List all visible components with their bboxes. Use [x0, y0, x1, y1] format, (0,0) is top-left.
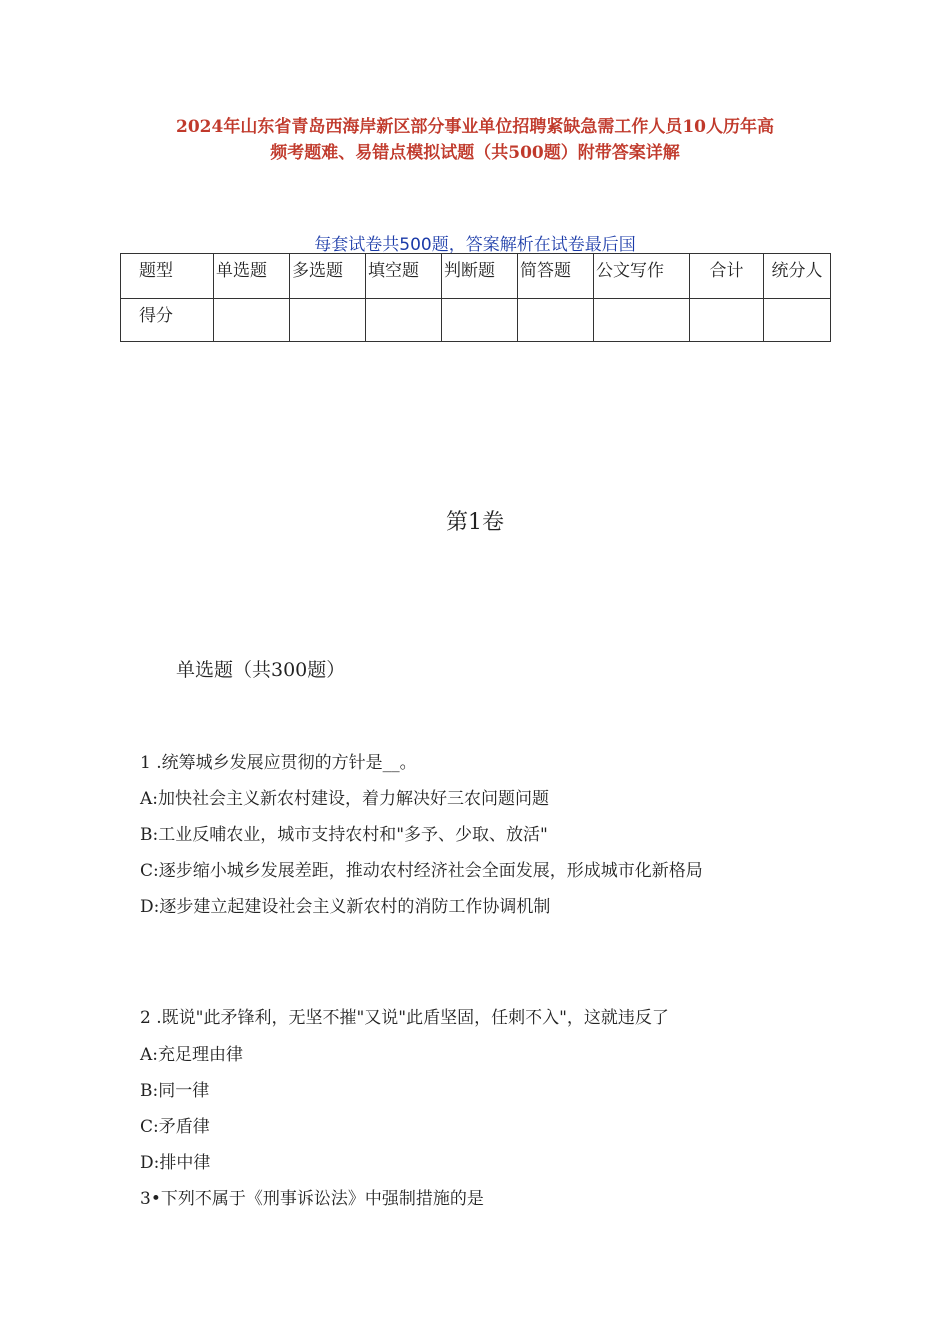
header-cell-scorer: 统分人 — [764, 254, 831, 299]
header-cell-fill: 填空题 — [366, 254, 442, 299]
question-1-option-b: B:工业反哺农业，城市支持农村和"多予、少取、放活" — [140, 825, 548, 845]
question-1-option-a: A:加快社会主义新农村建设，着力解决好三农问题问题 — [140, 789, 550, 809]
question-1-option-d: D:逐步建立起建设社会主义新农村的消防工作协调机制 — [140, 897, 551, 917]
score-cell[interactable] — [690, 299, 764, 342]
score-table-score-row — [121, 299, 831, 342]
question-2-option-a: A:充足理由律 — [140, 1045, 244, 1065]
header-cell-single: 单选题 — [214, 254, 290, 299]
score-cell[interactable] — [214, 299, 290, 342]
header-cell-multi: 多选题 — [290, 254, 366, 299]
header-cell-judge: 判断题 — [442, 254, 518, 299]
header-cell-writing: 公文写作 — [594, 254, 690, 299]
header-cell-total: 合计 — [690, 254, 764, 299]
question-1-option-c: C:逐步缩小城乡发展差距，推动农村经济社会全面发展，形成城市化新格局 — [140, 861, 703, 881]
score-table-header-row — [121, 254, 831, 299]
section-title: 单选题（共300题） — [176, 659, 346, 681]
score-cell[interactable] — [366, 299, 442, 342]
volume-title: 第1卷 — [446, 510, 504, 535]
title-line-1: 2024年山东省青岛西海岸新区部分事业单位招聘紧缺急需工作人员10人历年高 — [176, 117, 774, 137]
score-row-label: 得分 — [121, 299, 214, 342]
title-line-2: 频考题难、易错点模拟试题（共500题）附带答案详解 — [270, 143, 680, 163]
score-cell[interactable] — [518, 299, 594, 342]
question-2-option-d: D:排中律 — [140, 1153, 211, 1173]
score-cell[interactable] — [764, 299, 831, 342]
document-title — [60, 114, 890, 166]
score-table — [120, 253, 831, 342]
question-2-option-b: B:同一律 — [140, 1081, 210, 1101]
header-cell-type: 题型 — [121, 254, 214, 299]
question-1-stem: 1 .统筹城乡发展应贯彻的方针是__。 — [140, 753, 417, 773]
score-cell[interactable] — [442, 299, 518, 342]
header-cell-short: 简答题 — [518, 254, 594, 299]
question-2-option-c: C:矛盾律 — [140, 1117, 210, 1137]
score-cell[interactable] — [290, 299, 366, 342]
question-2-stem: 2 .既说"此矛锋利，无坚不摧"又说"此盾坚固，任刺不入"，这就违反了 — [140, 1008, 669, 1028]
score-cell[interactable] — [594, 299, 690, 342]
question-3-stem: 3•下列不属于《刑事诉讼法》中强制措施的是 — [140, 1189, 484, 1209]
exam-subtitle: 每套试卷共500题，答案解析在试卷最后国 — [314, 235, 636, 255]
